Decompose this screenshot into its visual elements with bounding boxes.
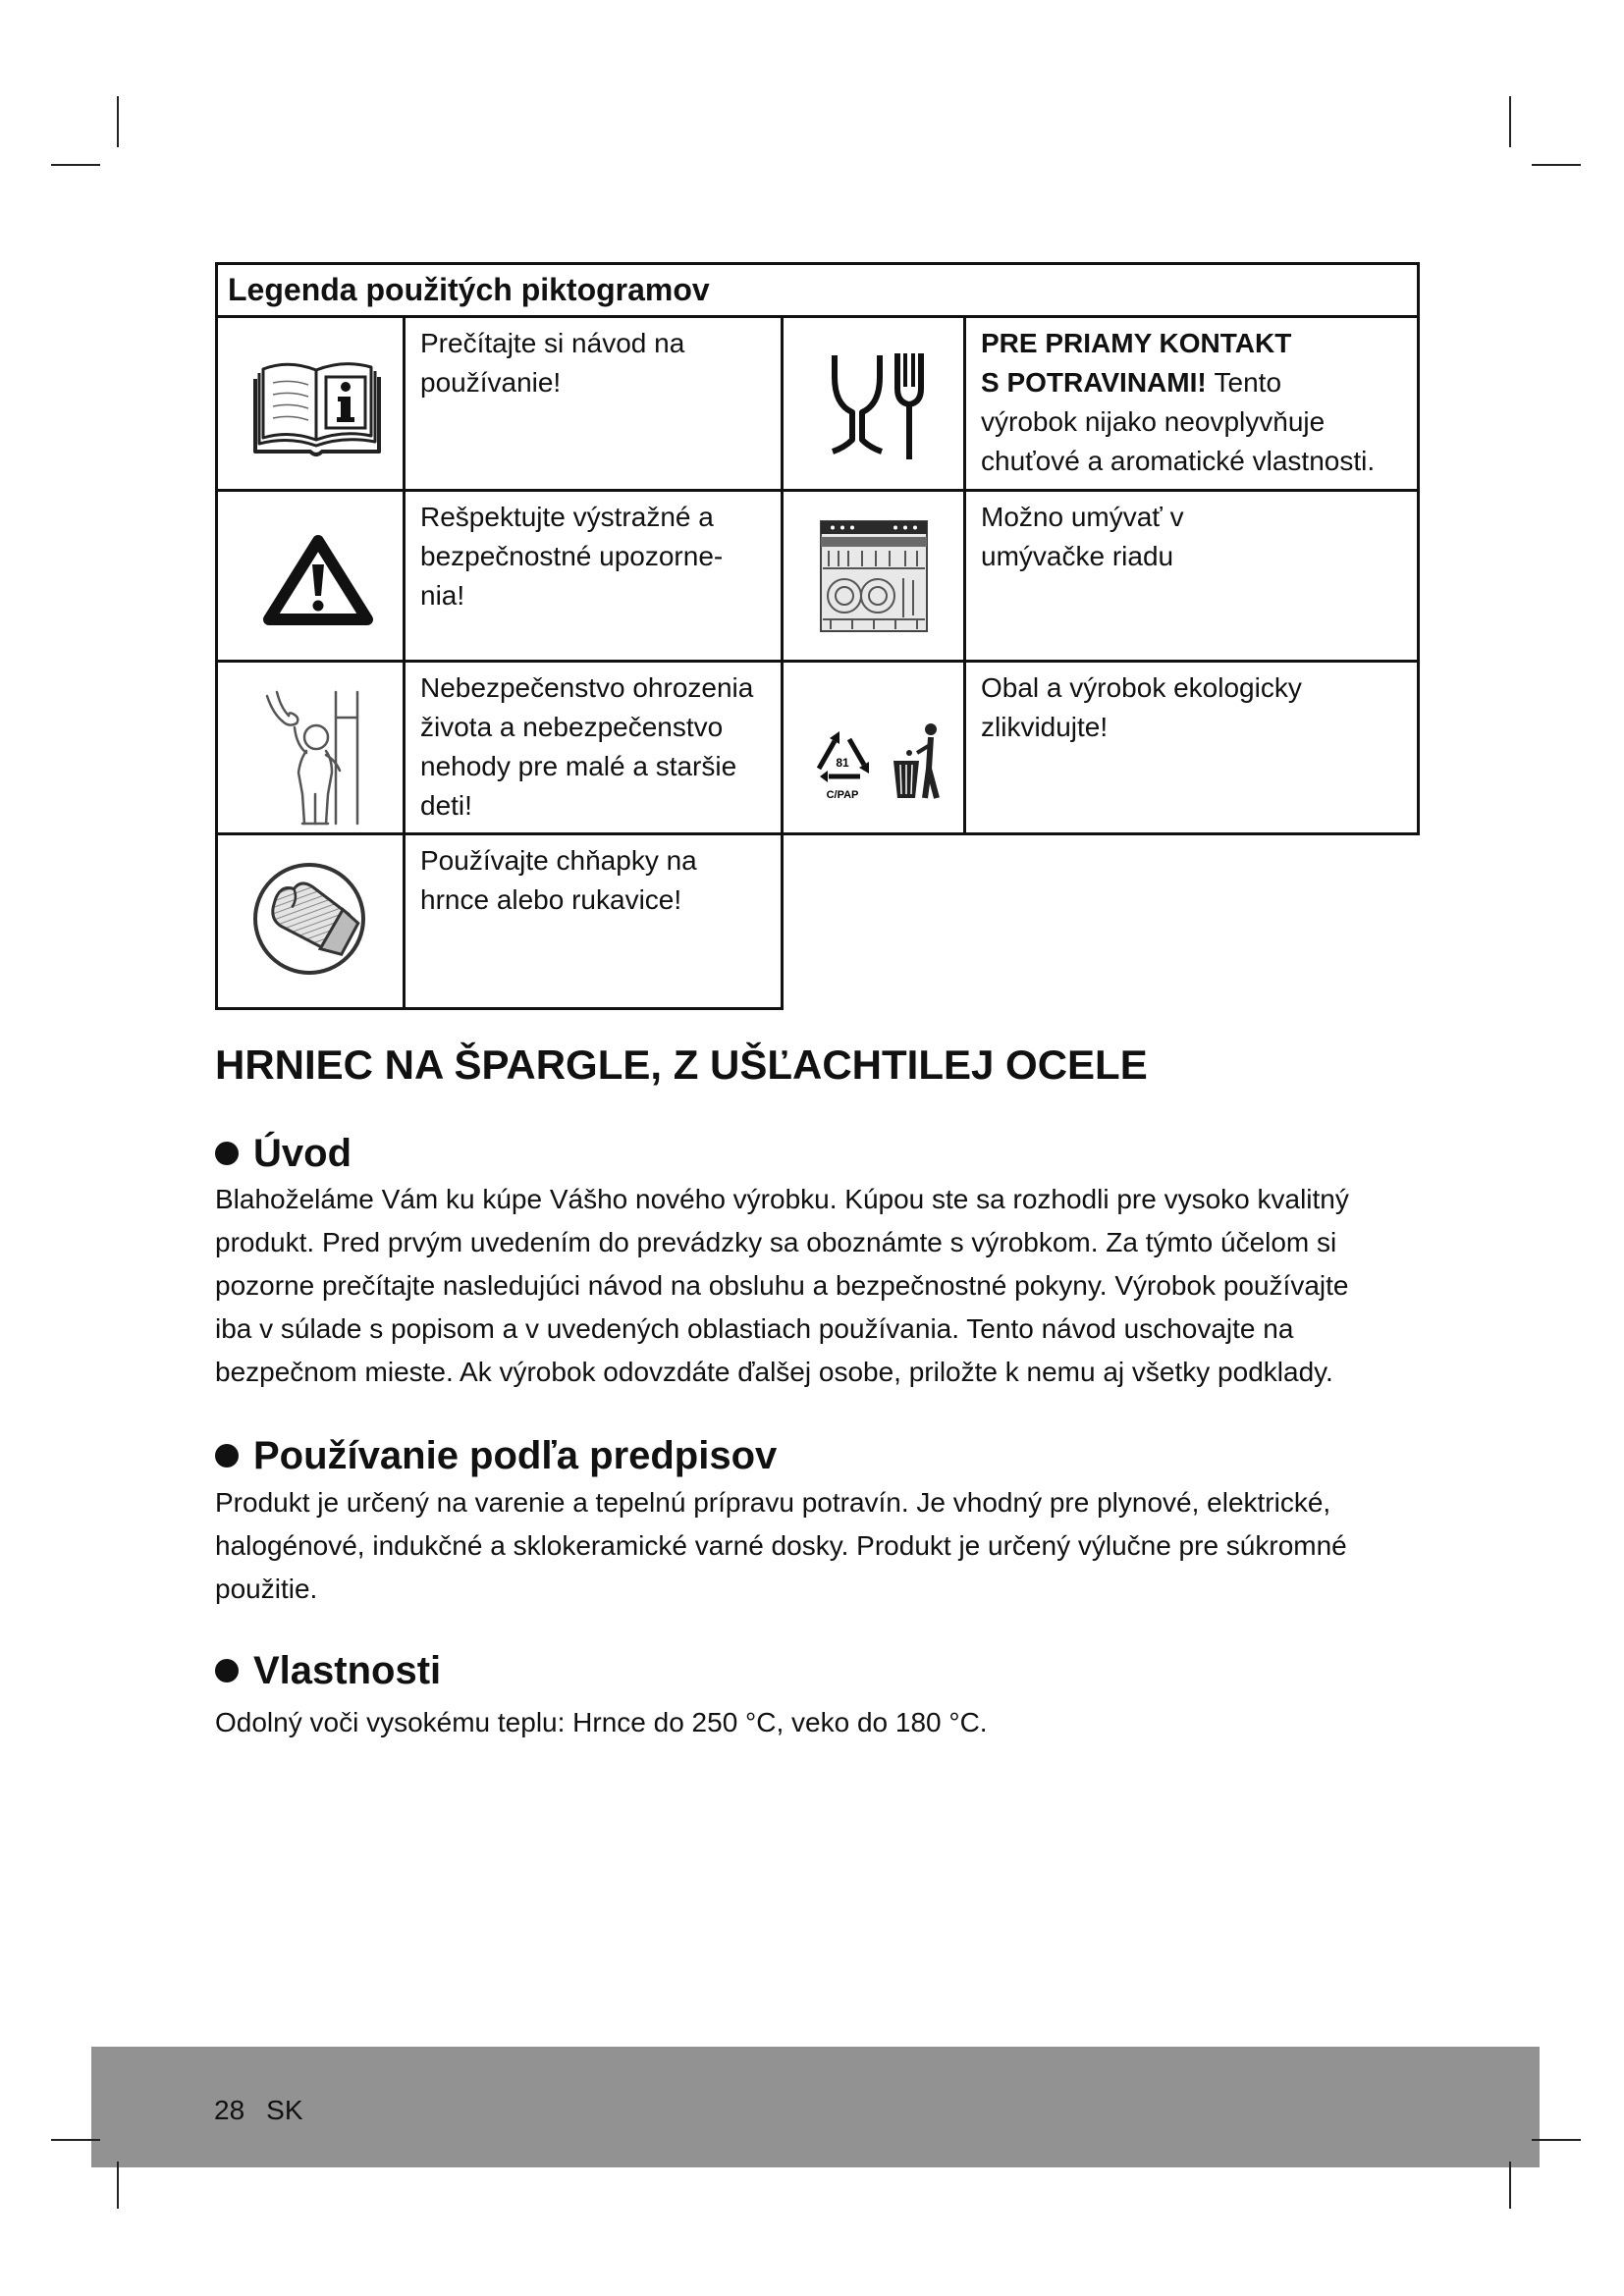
section-heading-intended-use xyxy=(215,1431,777,1480)
section-heading-text: Úvod xyxy=(253,1132,352,1175)
text-line: výrobok nijako neovplyvňuje xyxy=(981,406,1326,437)
intro-paragraph xyxy=(215,1178,1349,1394)
book-info-icon xyxy=(218,318,403,489)
legend-text-child-danger xyxy=(406,663,781,826)
child-hazard-icon xyxy=(218,663,403,832)
legend-title: Legenda použitých piktogramov xyxy=(228,272,710,307)
text-line: Produkt je určený na varenie a tepelnú prípravu potravín. Je vhodný pre plynové, elektrické, xyxy=(215,1487,1331,1518)
text-line: produkt. Pred prvým uvedením do prevádzky sa oboznámte s výrobkom. Za týmto účelom si xyxy=(215,1227,1337,1257)
text-line: používanie! xyxy=(420,367,562,398)
text-line: nehody pre malé a staršie xyxy=(420,751,737,781)
text-line: Obal a výrobok ekologicky xyxy=(981,672,1302,703)
food-contact-text: Tento xyxy=(1214,367,1282,398)
crop-mark-bottom-right-horizontal xyxy=(1532,2139,1581,2141)
legend-text-cell-child-danger xyxy=(403,660,784,835)
pictogram-legend-table xyxy=(215,262,1420,1010)
section-heading-text: Vlastnosti xyxy=(253,1649,442,1692)
language-code: SK xyxy=(266,2095,303,2125)
food-contact-heading-2: S POTRAVINAMI! xyxy=(981,367,1207,398)
legend-text-food-contact xyxy=(966,318,1417,481)
legend-text-cell-disposal xyxy=(963,660,1420,835)
legend-text-cell-oven-mitt xyxy=(403,832,784,1010)
bullet-icon xyxy=(215,1659,239,1682)
food-contact-heading-1: PRE PRIAMY KONTAKT xyxy=(981,328,1292,358)
legend-icon-cell-oven-mitt xyxy=(215,832,406,1010)
legend-icon-cell-child-danger xyxy=(215,660,406,835)
crop-mark-bottom-left-vertical xyxy=(117,2162,119,2209)
text-line: bezpečnom mieste. Ak výrobok odovzdáte ďalšej osobe, priložte k nemu aj všetky podklady. xyxy=(215,1357,1333,1387)
text-line: zlikvidujte! xyxy=(981,712,1109,742)
text-line: Možno umývať v xyxy=(981,502,1184,532)
dishwasher-icon xyxy=(784,492,963,660)
text-line: iba v súlade s popisom a v uvedených oblastiach používania. Tento návod uschovajte na xyxy=(215,1313,1294,1344)
text-line: Blahoželáme Vám ku kúpe Vášho nového výrobku. Kúpou ste sa rozhodli pre vysoko kvalitný xyxy=(215,1184,1349,1214)
legend-text-cell-food-contact xyxy=(963,315,1420,492)
recycling-code: 81 xyxy=(836,756,849,770)
features-paragraph xyxy=(215,1701,988,1744)
text-line xyxy=(981,324,1409,363)
glass-fork-icon xyxy=(784,318,963,489)
text-line xyxy=(981,363,1409,402)
crop-mark-top-right-vertical xyxy=(1509,96,1511,147)
section-heading-features xyxy=(215,1646,441,1695)
product-title: HRNIEC NA ŠPARGLE, Z UŠĽACHTILEJ OCELE xyxy=(215,1041,1148,1088)
legend-icon-cell-dishwasher xyxy=(781,489,966,663)
text-line: pozorne prečítajte nasledujúci návod na obsluhu a bezpečnostné pokyny. Výrobok používajte xyxy=(215,1270,1349,1301)
text-line: života a nebezpečenstvo xyxy=(420,712,724,742)
crop-mark-top-left-vertical xyxy=(117,96,119,147)
footer xyxy=(214,2089,303,2132)
disposal-icons xyxy=(784,663,963,832)
text-line: Prečítajte si návod na xyxy=(420,328,685,358)
text-line: Odolný voči vysokému teplu: Hrnce do 250 °C, veko do 180 °C. xyxy=(215,1707,988,1737)
text-line: umývačke riadu xyxy=(981,541,1174,571)
text-line: Rešpektujte výstražné a xyxy=(420,502,714,532)
bullet-icon xyxy=(215,1444,239,1468)
trash-bin-icon xyxy=(893,723,937,798)
legend-icon-cell-food-contact xyxy=(781,315,966,492)
crop-mark-top-left-horizontal xyxy=(51,164,100,166)
oven-mitt-icon xyxy=(218,835,403,1007)
legend-text-cell-dishwasher xyxy=(963,489,1420,663)
text-line: bezpečnostné upozorne- xyxy=(420,541,724,571)
page-number: 28 xyxy=(214,2095,245,2125)
crop-mark-bottom-right-vertical xyxy=(1509,2162,1511,2209)
legend-icon-cell-warnings xyxy=(215,489,406,663)
legend-text-oven-mitt xyxy=(406,835,781,920)
text-line: Nebezpečenstvo ohrozenia xyxy=(420,672,754,703)
warning-triangle-icon xyxy=(218,492,403,660)
footer-band xyxy=(91,2047,1540,2167)
text-line: halogénové, indukčné a sklokeramické varné dosky. Produkt je určený výlučne pre súkromné xyxy=(215,1530,1347,1561)
section-heading-text: Používanie podľa predpisov xyxy=(253,1434,778,1477)
section-heading-intro xyxy=(215,1129,352,1178)
legend-header xyxy=(215,262,1420,318)
crop-mark-top-right-horizontal xyxy=(1532,164,1581,166)
recycling-icon xyxy=(819,731,869,801)
crop-mark-bottom-left-horizontal xyxy=(51,2139,100,2141)
legend-text-cell-warnings xyxy=(403,489,784,663)
text-line: nia! xyxy=(420,580,465,611)
text-line: deti! xyxy=(420,790,472,821)
bullet-icon xyxy=(215,1142,239,1165)
text-line: chuťové a aromatické vlastnosti. xyxy=(981,446,1376,476)
legend-text-warnings xyxy=(406,492,781,615)
legend-text-cell-read-manual xyxy=(403,315,784,492)
text-line: hrnce alebo rukavice! xyxy=(420,884,682,915)
legend-icon-cell-read-manual xyxy=(215,315,406,492)
legend-text-dishwasher xyxy=(966,492,1417,576)
legend-icon-cell-disposal xyxy=(781,660,966,835)
text-line: Používajte chňapky na xyxy=(420,845,697,876)
recycling-material: C/PAP xyxy=(826,789,859,801)
intended-use-paragraph xyxy=(215,1481,1347,1611)
text-line: použitie. xyxy=(215,1574,318,1604)
legend-text-disposal xyxy=(966,663,1417,747)
legend-text-read-manual xyxy=(406,318,781,402)
